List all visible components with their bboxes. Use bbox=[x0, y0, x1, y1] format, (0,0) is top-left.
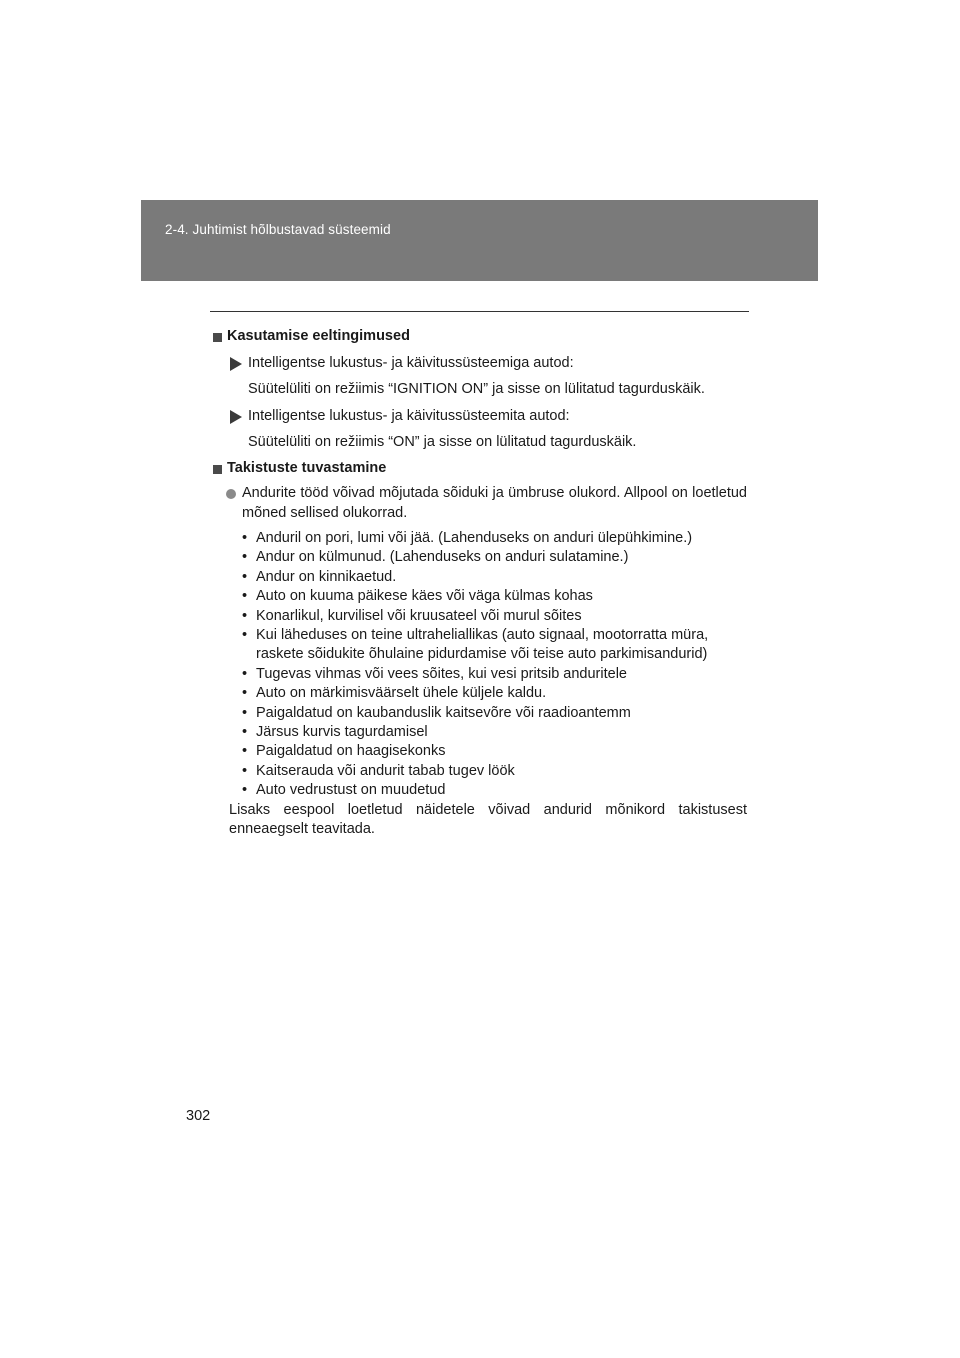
list-item: • Tugevas vihmas või vees sõites, kui vesi pritsib anduritele bbox=[242, 665, 747, 684]
triangle-arrow-icon bbox=[230, 410, 242, 424]
condition-item bbox=[212, 407, 747, 453]
section-heading-obstacle-detection bbox=[212, 459, 747, 479]
list-item: • Konarlikul, kurvilisel või kruusateel või murul sõites bbox=[242, 607, 747, 626]
condition-detail: Süütelüliti on režiimis “ON” ja sisse on lülitatud tagurduskäik. bbox=[248, 434, 637, 450]
top-rule bbox=[210, 311, 749, 312]
condition-label-row bbox=[230, 354, 747, 374]
page-number: 302 bbox=[186, 1108, 211, 1124]
list-item: • Paigaldatud on kaubanduslik kaitsevõre või raadioantemm bbox=[242, 704, 747, 723]
closing-paragraph: Lisaks eespool loetletud näidetele võivad andurid mõnikord takistusest enneaegselt teavitada. bbox=[229, 801, 747, 838]
conditions-list bbox=[242, 529, 747, 801]
condition-detail: Süütelüliti on režiimis “IGNITION ON” ja sisse on lülitatud tagurduskäik. bbox=[248, 381, 705, 397]
list-item: • Kui läheduses on teine ultraheliallikas (auto signaal, mootorratta müra, raskete sõidukite õhulaine pidurdamise või teise auto parkimisandurid) bbox=[242, 626, 747, 665]
section-heading-text: Kasutamise eeltingimused bbox=[227, 328, 410, 345]
square-bullet-icon bbox=[213, 465, 222, 474]
condition-label: Intelligentse lukustus- ja käivitussüsteemiga autod: bbox=[248, 355, 574, 372]
condition-label-row bbox=[230, 407, 747, 427]
triangle-arrow-icon bbox=[230, 357, 242, 371]
condition-label: Intelligentse lukustus- ja käivitussüsteemita autod: bbox=[248, 408, 570, 425]
intro-paragraph: Andurite tööd võivad mõjutada sõiduki ja ümbruse olukord. Allpool on loetletud mõned sellised olukorrad. bbox=[242, 485, 747, 521]
intro-paragraph-row bbox=[226, 484, 747, 523]
circle-bullet-icon bbox=[226, 489, 236, 499]
list-item: • Andur on külmunud. (Lahenduseks on anduri sulatamine.) bbox=[242, 548, 747, 567]
list-item: • Paigaldatud on haagisekonks bbox=[242, 742, 747, 761]
list-item: • Järsus kurvis tagurdamisel bbox=[242, 723, 747, 742]
section-heading-operating-conditions bbox=[212, 327, 747, 347]
section-title: 2-4. Juhtimist hõlbustavad süsteemid bbox=[165, 222, 391, 237]
list-item: • Anduril on pori, lumi või jää. (Lahenduseks on anduri ülepühkimine.) bbox=[242, 529, 747, 548]
list-item: • Kaitserauda või andurit tabab tugev löök bbox=[242, 762, 747, 781]
section-heading-text: Takistuste tuvastamine bbox=[227, 460, 387, 477]
list-item: • Auto on kuuma päikese käes või väga külmas kohas bbox=[242, 587, 747, 606]
list-item: • Auto vedrustust on muudetud bbox=[242, 781, 747, 800]
list-item: • Auto on märkimisväärselt ühele küljele kaldu. bbox=[242, 684, 747, 703]
square-bullet-icon bbox=[213, 333, 222, 342]
condition-item bbox=[212, 354, 747, 400]
list-item: • Andur on kinnikaetud. bbox=[242, 568, 747, 587]
section-header-band bbox=[141, 200, 818, 281]
page-content bbox=[212, 327, 747, 840]
